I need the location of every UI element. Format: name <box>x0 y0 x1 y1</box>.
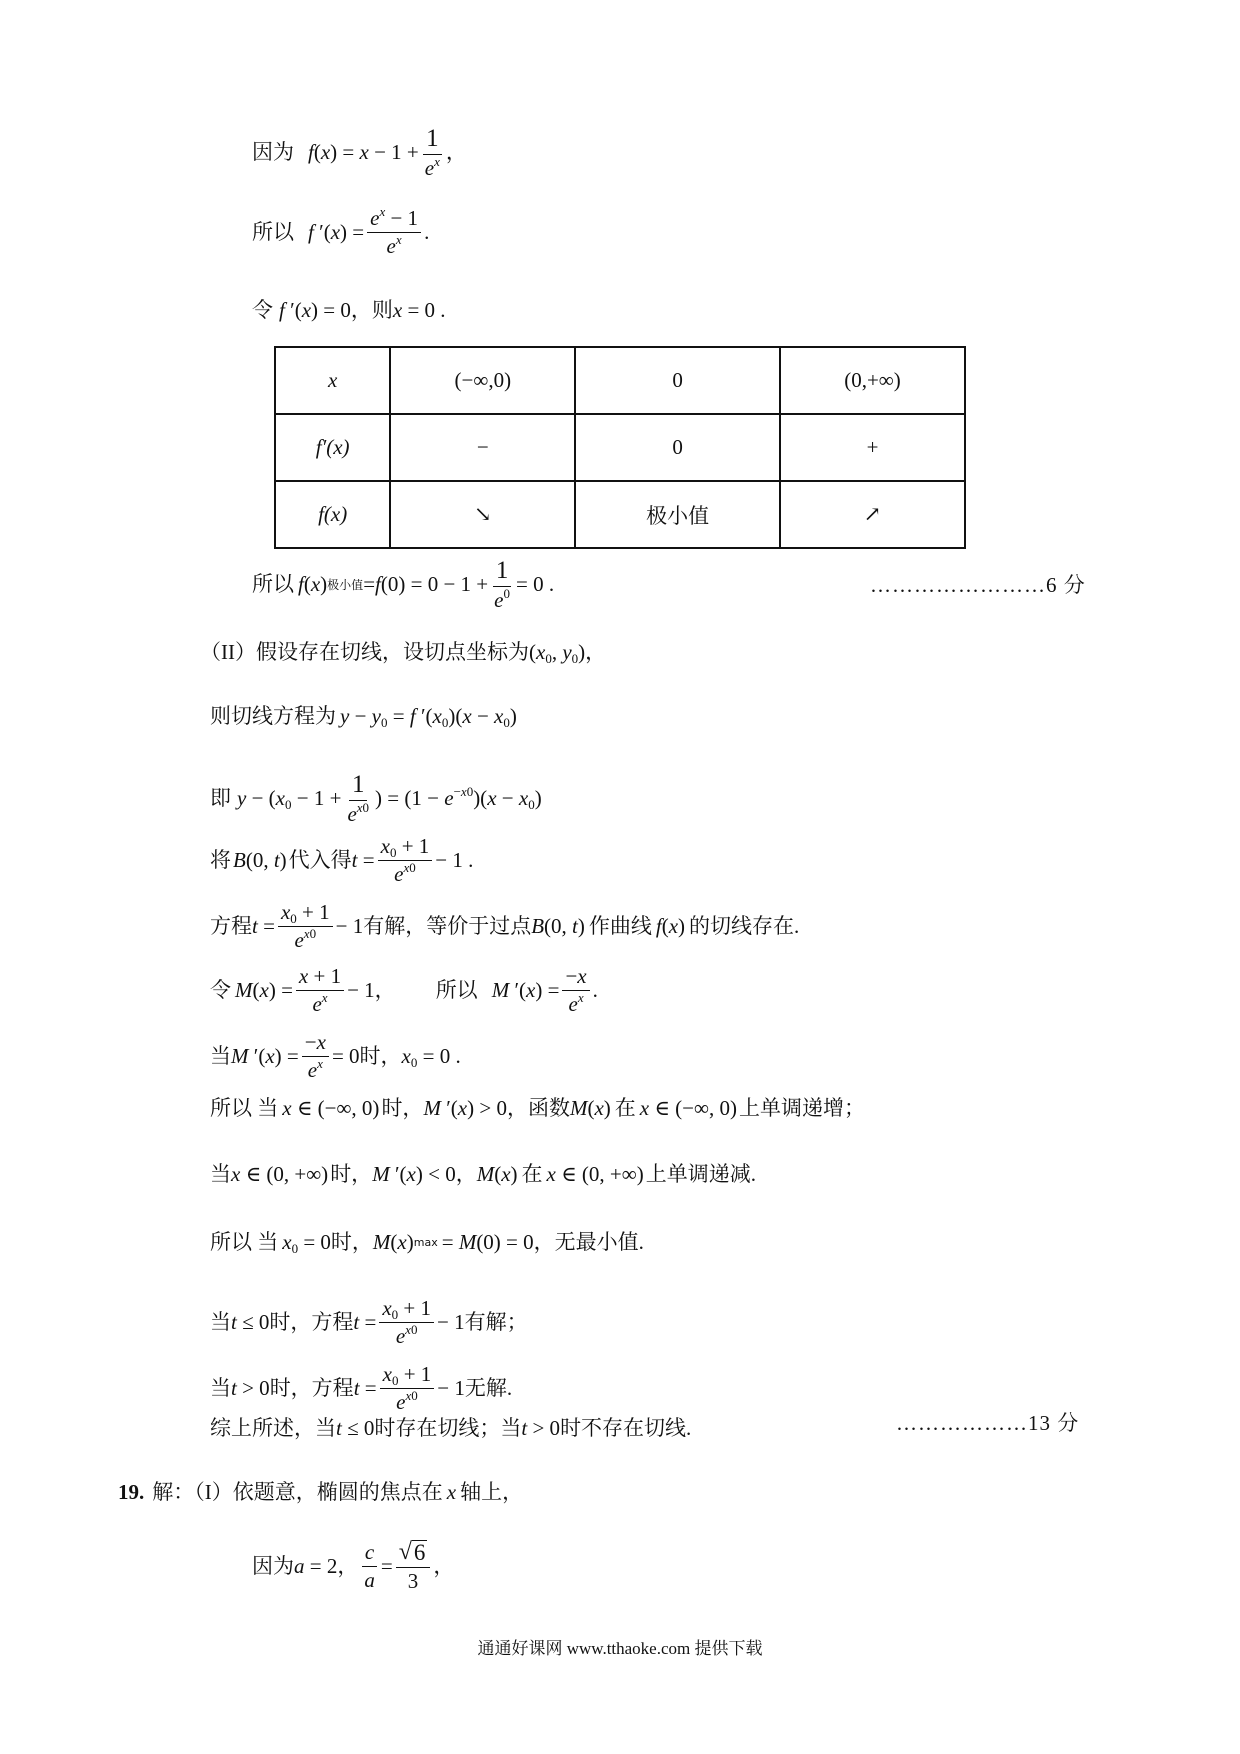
fraction: $\frac{-x}{e^x}$ <box>562 966 589 1015</box>
line-maximum: 所以 当 $x_0 = 0$ 时， M(x) max = M(0) = 0 ，无最小值. <box>210 1230 644 1256</box>
line-tangent-equation: 则切线方程为 $y - y_0 = f$ $'(x_0)(x - x_0)$ <box>210 704 517 730</box>
fraction: $\frac{1}{e^x}$ <box>424 125 440 180</box>
table-cell: ↘ <box>390 481 575 548</box>
sqrt: √ 6 <box>398 1539 426 1565</box>
table-cell: − <box>390 414 575 481</box>
table-cell: f′(x) <box>275 414 390 481</box>
line-decreasing: 当 x ∈ (0, +∞) 时， M ′(x) < 0 ， M(x) 在 x ∈ (0, +∞) 上单调递减. <box>210 1162 756 1186</box>
score-6: ……………………6 分 <box>870 573 1086 597</box>
question-number: 19. <box>118 1480 145 1504</box>
line-equation-equivalence: 方程 t = $\frac{x_0 + 1}{e^{x0}}$ − 1 有解，等价于过点 B(0, t) 作曲线 f(x) 的切线存在. <box>210 900 800 952</box>
line-substitute-b: 将 B(0, t) 代入得 t = $\frac{x_0 + 1}{e^{x0}}$ − 1 . <box>210 834 474 886</box>
line-minimum-value: 所以 f(x) 极小值 =f(0) = 0 − 1 + $\frac{1}{e^0}$ = 0 . <box>252 557 555 612</box>
table-row <box>275 414 965 481</box>
line-question-19: 19. 解：（I）依题意，椭圆的焦点在 x 轴上， <box>118 1480 524 1504</box>
table-cell: 0 <box>575 347 780 414</box>
fraction: $\frac{-x}{e^x}$ <box>302 1032 329 1081</box>
page-footer: 通通好课网 www.tthaoke.com 提供下载 <box>477 1639 763 1658</box>
line-m-derivative-zero: 当 M ′(x) = $\frac{-x}{e^x}$ = 0 时， $x_0 = 0$ . <box>210 1030 461 1082</box>
fraction: $\frac{x_0 + 1}{e^{x0}}$ <box>378 836 433 885</box>
line-conclusion: 综上所述，当 t ≤ 0 时存在切线；当 t > 0 时不存在切线. <box>210 1416 692 1440</box>
variation-table <box>274 346 966 549</box>
table-cell: x <box>275 347 390 414</box>
table-cell: ↗ <box>780 481 965 548</box>
line-case-t-gt-0: 当 t > 0 时，方程 t = $\frac{x_0 + 1}{e^{x0}}$ − 1 无解. <box>210 1362 513 1414</box>
table-cell: 0 <box>575 414 780 481</box>
line-tangent-expanded: 即 $y - (x_0 - 1$ + $\frac{1}{e^{x0}}$ ) = $(1 - e^{-x0})(x - x_0)$ <box>210 771 542 826</box>
line-f-definition: 因为 f(x) = x − 1 + $\frac{1}{e^x}$ ， <box>252 125 467 180</box>
score-13: ………………13 分 <box>896 1411 1080 1435</box>
fraction: $\frac{1}{e^0}$ <box>494 557 510 612</box>
fraction: $\frac{e^x - 1}{e^x}$ <box>367 208 421 257</box>
fraction: √ 6 3 <box>396 1540 431 1592</box>
line-case-t-le-0: 当 t ≤ 0 时，方程 t = $\frac{x_0 + 1}{e^{x0}}$ − 1 有解； <box>210 1296 528 1348</box>
line-part2-intro: （II）假设存在切线，设切点坐标为 ($x_0$, $y_0$)， <box>200 640 607 666</box>
table-cell: 极小值 <box>575 481 780 548</box>
line-define-m: 令 M(x) = $\frac{x + 1}{e^x}$ − 1， 所以 M ′(x) = $\frac{-x}{e^x}$ . <box>210 964 598 1016</box>
fraction: $\frac{x_0 + 1}{e^{x0}}$ <box>278 902 333 951</box>
fraction: $\frac{x_0 + 1}{e^{x0}}$ <box>379 1298 434 1347</box>
fraction: $\frac{x_0 + 1}{e^{x0}}$ <box>380 1364 435 1413</box>
table-cell: (0,+∞) <box>780 347 965 414</box>
table-row <box>275 347 965 414</box>
table-cell: + <box>780 414 965 481</box>
fraction: $\frac{x + 1}{e^x}$ <box>296 966 344 1015</box>
line-derivative: 所以 f ′(x) = $\frac{e^x - 1}{e^x}$ . <box>252 204 430 258</box>
fraction: $\frac{1}{e^{x0}}$ <box>347 771 370 826</box>
line-increasing: 所以 当 x ∈ (−∞, 0) 时， M ′(x) > 0 ，函数 M(x) 在 x ∈ (−∞, 0) 上单调递增； <box>210 1096 865 1120</box>
table-row <box>275 481 965 548</box>
fraction: $\frac{c}{a}$ <box>361 1542 378 1591</box>
line-critical-point: 令 f ′(x) = 0 ，则 x = 0 . <box>252 298 446 322</box>
table-cell: f(x) <box>275 481 390 548</box>
table-cell: (−∞,0) <box>390 347 575 414</box>
line-given-values: 因为 a = 2 ， $\frac{c}{a}$ = √ 6 3 ， <box>252 1539 455 1593</box>
